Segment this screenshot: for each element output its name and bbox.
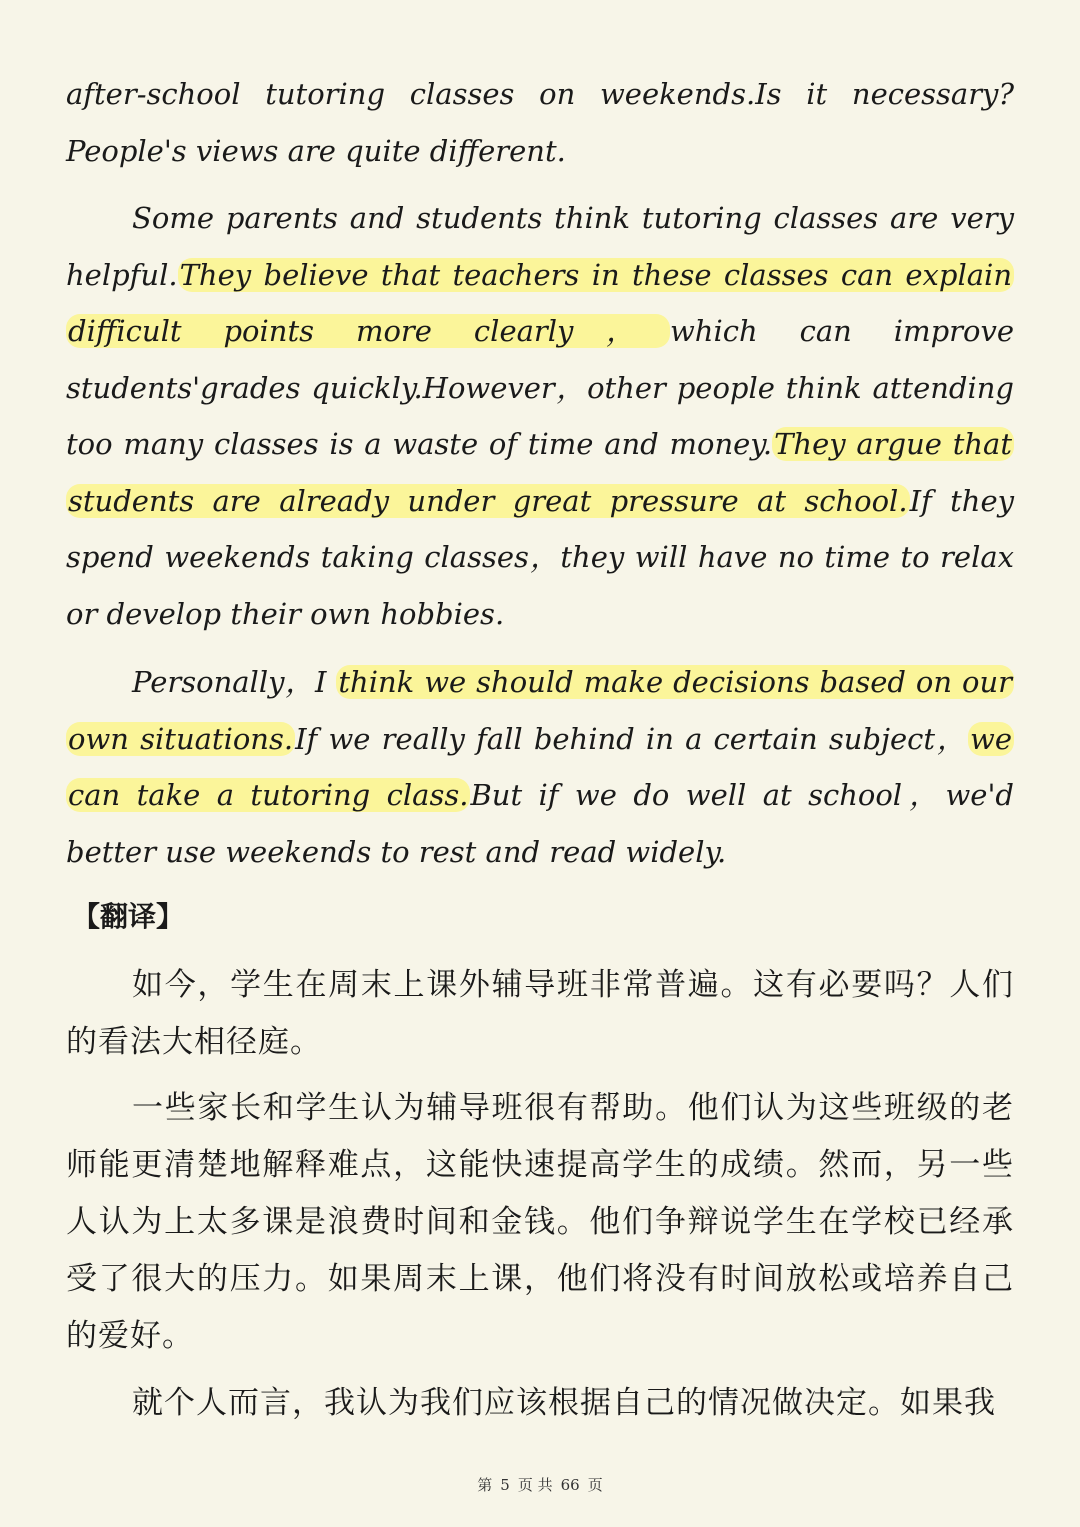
highlight-2: They argue that students are already under great pressure at school. [68, 427, 1012, 518]
translation-paragraph-2: 一些家长和学生认为辅导班很有帮助。他们认为这些班级的老师能更清楚地解释难点，这能快速提高学生的成绩。然而，另一些人认为上太多课是浪费时间和金钱。他们争辩说学生在学校已经承受了很大的压力。如果周末上课，他们将没有时间放松或培养自己的爱好。 [66, 1090, 1014, 1354]
highlight-4: we can take a tutoring class. [68, 721, 1012, 812]
english-paragraph-2-text-b: which can improve students'grades quickly.However，other people think attending too many classes is a waste of time and money. [66, 314, 1014, 461]
english-paragraph-3-text-a: Personally，I [132, 665, 337, 699]
english-paragraph-2-text-a: Some parents and students think tutoring classes are very helpful. [66, 201, 1014, 292]
footer-total-pages: 66 [560, 1476, 580, 1494]
english-paragraph-3-text-b: If we really fall behind in a certain subject， [295, 721, 968, 756]
english-paragraph-1 [66, 66, 1014, 179]
english-paragraph-2-text-c: If they spend weekends taking classes，they will have no time to relax or develop their own hobbies. [66, 483, 1014, 631]
english-paragraph-1-text: after-school tutoring classes on weekends.Is it necessary?People's views are quite different. [66, 77, 1014, 168]
footer-page-number: 5 [500, 1476, 510, 1494]
footer-middle: 页 共 [517, 1476, 553, 1494]
translation-paragraph-1: 如今，学生在周末上课外辅导班非常普遍。这有必要吗？人们的看法大相径庭。 [66, 967, 1014, 1060]
highlight-3: think we should make decisions based on our own situations. [68, 665, 1012, 756]
english-paragraph-3 [66, 654, 1014, 880]
translation-paragraph-3: 就个人而言，我认为我们应该根据自己的情况做决定。如果我 [132, 1385, 996, 1421]
footer-prefix: 第 [477, 1476, 493, 1494]
footer-suffix: 页 [587, 1476, 603, 1494]
page-footer [0, 1474, 1080, 1495]
english-paragraph-2 [66, 190, 1014, 642]
english-paragraph-3-text-c: But if we do well at school，we'd better use weekends to rest and read widely. [66, 778, 1014, 869]
highlight-1: They believe that teachers in these classes can explain difficult points more clearly， [68, 257, 1012, 348]
translation-heading: 【翻译】 [72, 900, 185, 933]
